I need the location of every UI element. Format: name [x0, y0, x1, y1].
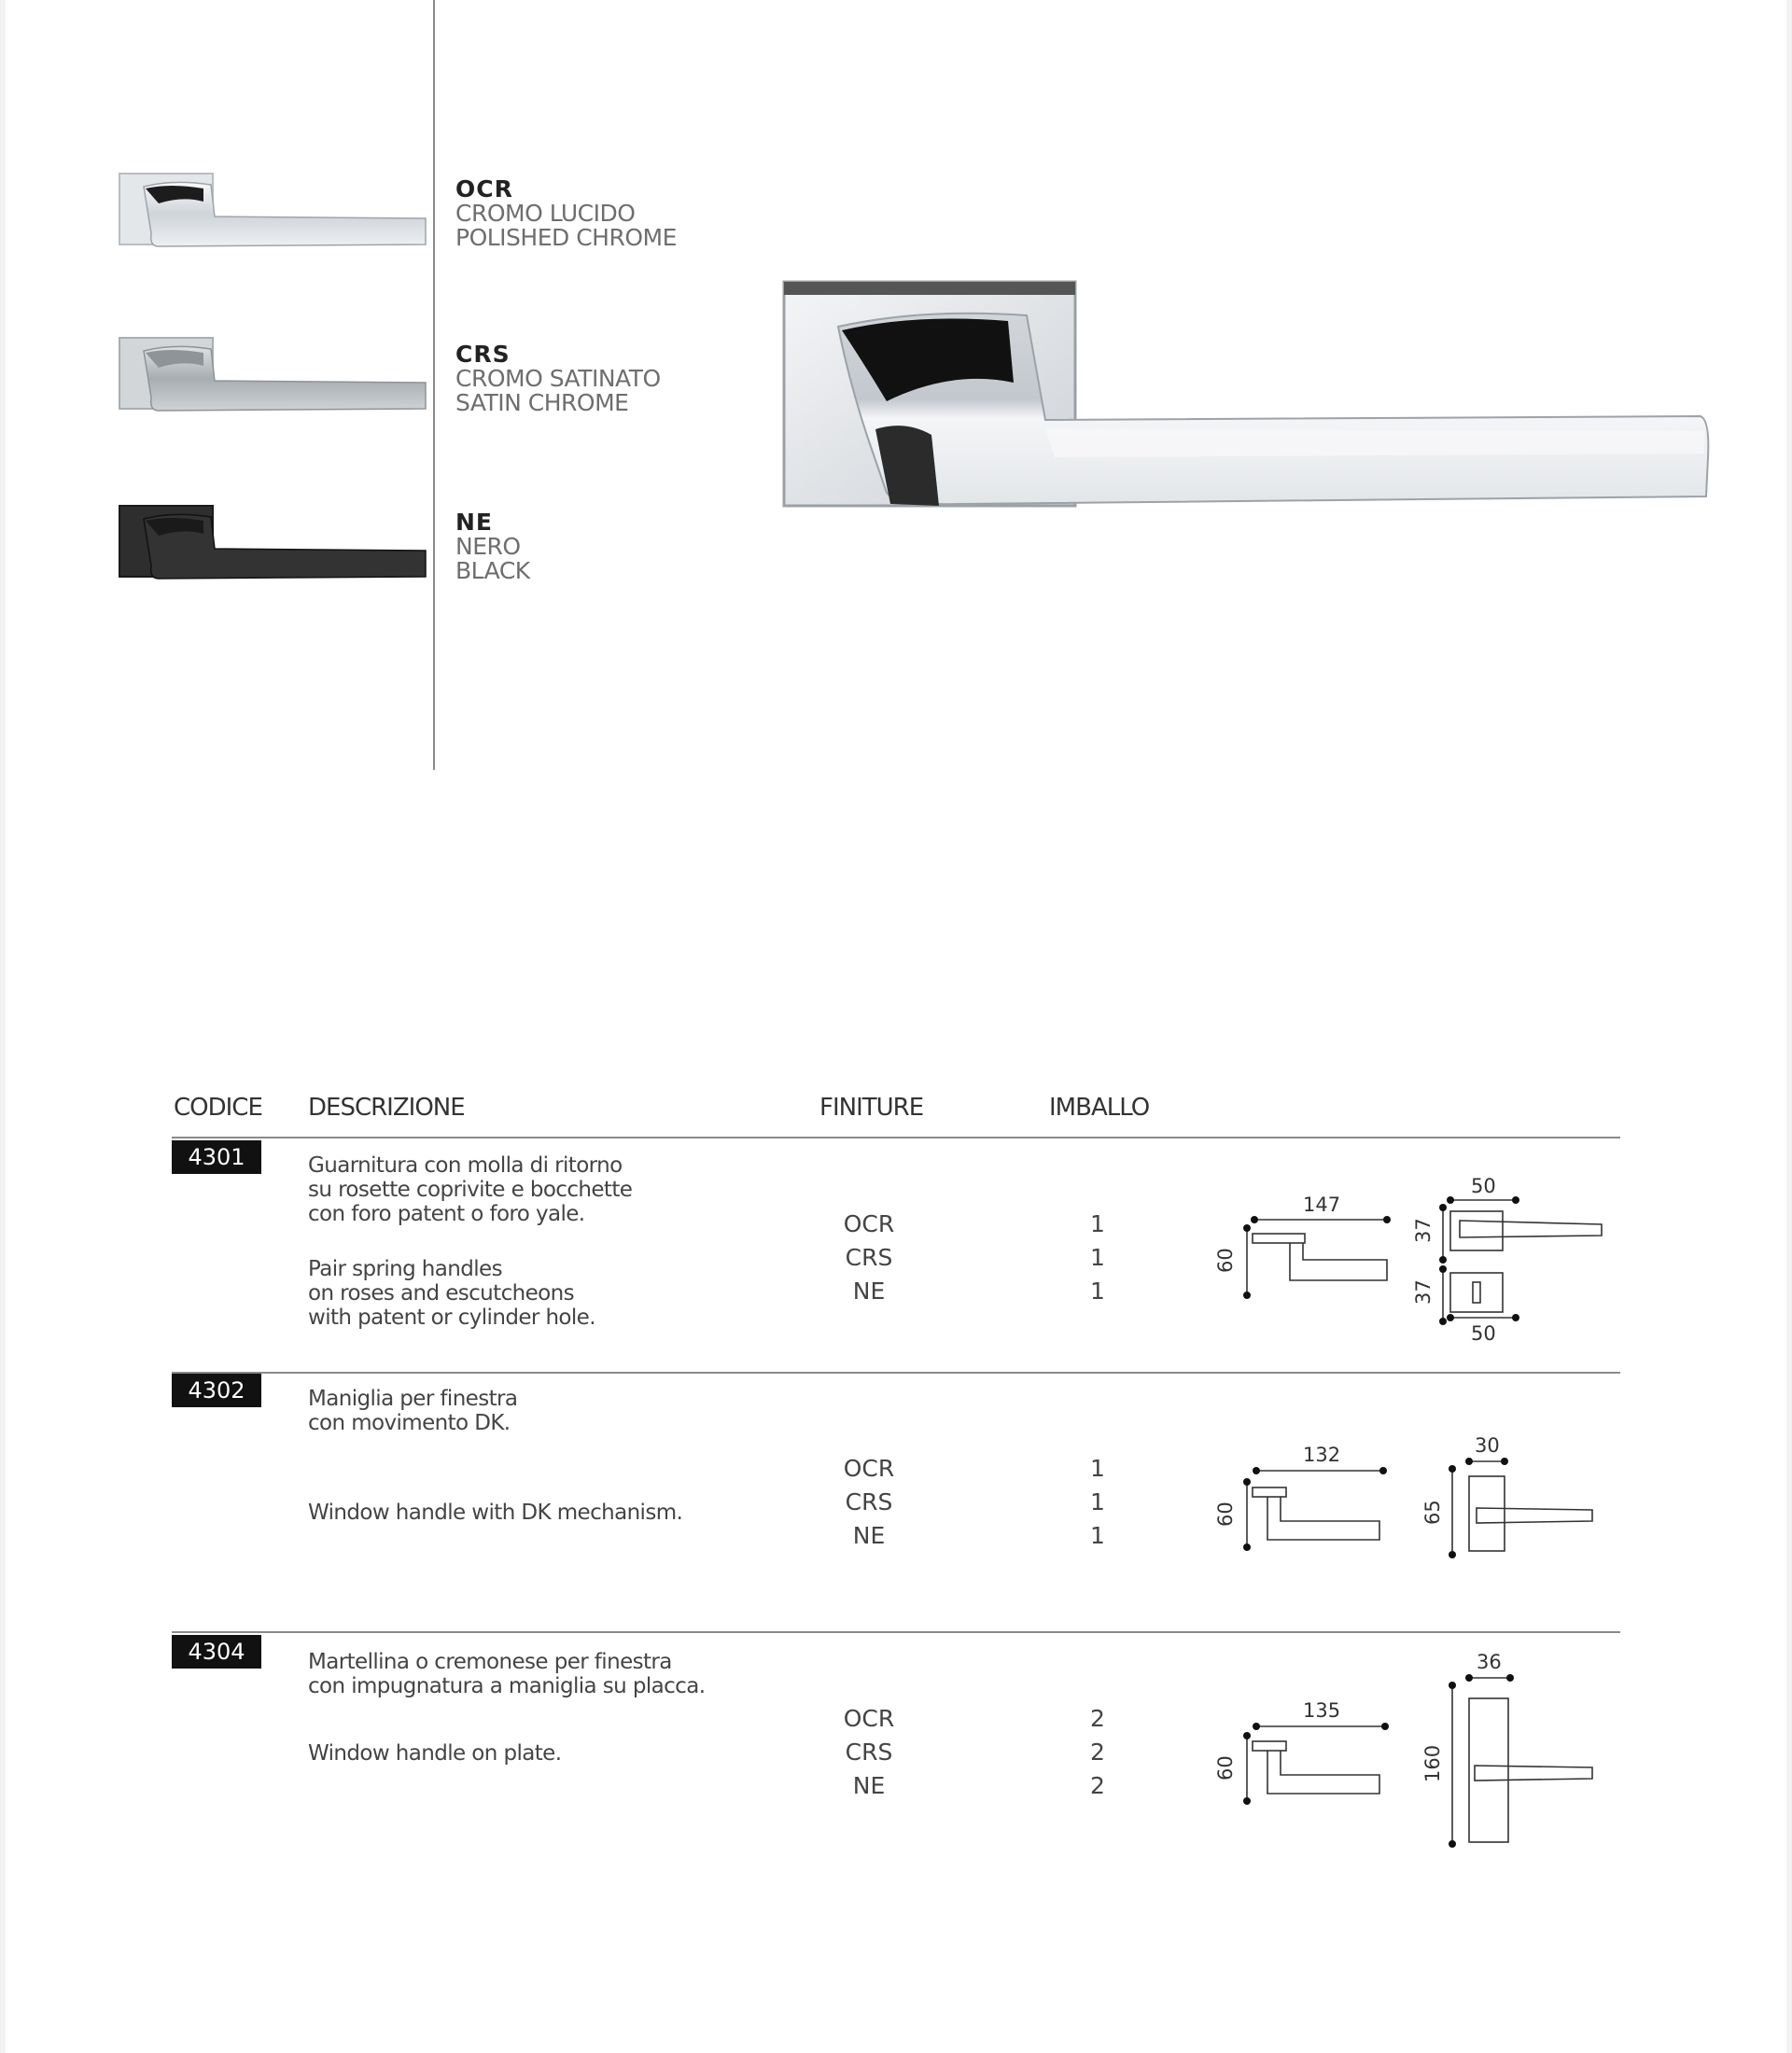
dim-plate-width: 30: [1475, 1434, 1500, 1457]
finish-code: CRS: [455, 341, 511, 368]
vertical-divider: [433, 0, 435, 770]
satin-chrome-handle-image: [118, 332, 427, 416]
dim-height: 60: [1214, 1501, 1237, 1527]
packaging-value: 1: [1090, 1210, 1105, 1237]
technical-drawing-4302: [1210, 1428, 1620, 1558]
row-finishes: [818, 1208, 920, 1308]
desc-line: su rosette coprivite e bocchette: [308, 1178, 633, 1202]
packaging-value: 1: [1090, 1244, 1105, 1271]
desc-line: Martellina o cremonese per finestra: [308, 1650, 672, 1674]
row-description-en: [308, 1741, 561, 1766]
finish-value: OCR: [843, 1210, 895, 1237]
finish-value: CRS: [845, 1739, 893, 1766]
row-description-en: [308, 1501, 682, 1525]
dim-height: 60: [1214, 1755, 1237, 1781]
packaging-value: 1: [1090, 1278, 1105, 1305]
dim-plate-height: 65: [1421, 1500, 1444, 1525]
dim-length: 147: [1303, 1194, 1341, 1216]
finish-value: NE: [852, 1522, 886, 1549]
finish-name-en: POLISHED CHROME: [455, 224, 677, 251]
desc-line: with patent or cylinder hole.: [308, 1306, 595, 1330]
row-code-badge: 4302: [172, 1374, 261, 1407]
dim-plate-height: 160: [1421, 1744, 1444, 1782]
desc-line: Guarnitura con molla di ritorno: [308, 1153, 623, 1178]
row-packaging: [1051, 1452, 1144, 1553]
dim-rose-height-bottom: 37: [1412, 1279, 1435, 1305]
technical-drawing-4304: [1210, 1652, 1620, 1857]
dim-length: 135: [1303, 1699, 1341, 1722]
header-description: DESCRIZIONE: [308, 1094, 465, 1122]
finish-name-en: BLACK: [455, 557, 530, 584]
row-code-badge: 4301: [172, 1140, 261, 1174]
finish-value: NE: [852, 1278, 886, 1305]
desc-line: con impugnatura a maniglia su placca.: [308, 1674, 706, 1698]
desc-line: Maniglia per finestra: [308, 1387, 518, 1411]
row-divider: [172, 1372, 1620, 1374]
dim-rose-width-bottom: 50: [1471, 1322, 1496, 1344]
header-code: CODICE: [174, 1094, 262, 1122]
dim-rose-width-top: 50: [1471, 1176, 1496, 1197]
finish-name-it: CROMO LUCIDO: [455, 200, 636, 227]
finish-code: OCR: [455, 175, 513, 203]
black-handle-image: [118, 500, 427, 584]
finish-code: NE: [455, 509, 494, 536]
packaging-value: 2: [1090, 1772, 1105, 1799]
row-description-it: [308, 1387, 517, 1435]
row-description-en: [308, 1257, 595, 1330]
polished-chrome-handle-image: [118, 168, 427, 252]
finish-label-ocr: [455, 177, 677, 250]
finish-value: OCR: [843, 1705, 895, 1732]
finish-value: NE: [852, 1772, 886, 1799]
row-finishes: [818, 1452, 920, 1553]
packaging-value: 2: [1090, 1739, 1105, 1766]
packaging-value: 1: [1090, 1522, 1105, 1549]
finish-label-ne: [455, 510, 530, 583]
finish-name-it: NERO: [455, 533, 521, 560]
dim-length: 132: [1303, 1444, 1341, 1466]
row-packaging: [1051, 1208, 1144, 1308]
packaging-value: 1: [1090, 1488, 1105, 1515]
dim-plate-width: 36: [1477, 1652, 1502, 1673]
finish-name-en: SATIN CHROME: [455, 389, 629, 416]
technical-drawing-4301: [1210, 1176, 1620, 1344]
row-description-it: [308, 1650, 705, 1698]
hero-handle-image: [775, 271, 1714, 523]
finish-label-crs: [455, 342, 661, 415]
finish-name-it: CROMO SATINATO: [455, 365, 661, 392]
desc-line: Window handle on plate.: [308, 1741, 562, 1766]
desc-line: Window handle with DK mechanism.: [308, 1501, 683, 1525]
header-packaging: IMBALLO: [1049, 1094, 1150, 1122]
row-divider: [172, 1631, 1620, 1633]
row-packaging: [1051, 1702, 1144, 1803]
desc-line: con foro patent o foro yale.: [308, 1202, 585, 1226]
finish-value: CRS: [845, 1244, 893, 1271]
row-description-it: [308, 1153, 632, 1226]
desc-line: on roses and escutcheons: [308, 1281, 574, 1306]
desc-line: Pair spring handles: [308, 1257, 502, 1281]
finish-value: OCR: [843, 1455, 895, 1482]
catalog-page: [6, 0, 1786, 2053]
packaging-value: 1: [1090, 1455, 1105, 1482]
row-code-badge: 4304: [172, 1635, 261, 1669]
row-finishes: [818, 1702, 920, 1803]
dim-rose-height-top: 37: [1412, 1218, 1435, 1243]
header-finishes: FINITURE: [819, 1094, 924, 1122]
finish-value: CRS: [845, 1488, 893, 1515]
dim-height: 60: [1214, 1248, 1237, 1273]
desc-line: con movimento DK.: [308, 1411, 511, 1435]
packaging-value: 2: [1090, 1705, 1105, 1732]
header-divider: [172, 1137, 1620, 1138]
